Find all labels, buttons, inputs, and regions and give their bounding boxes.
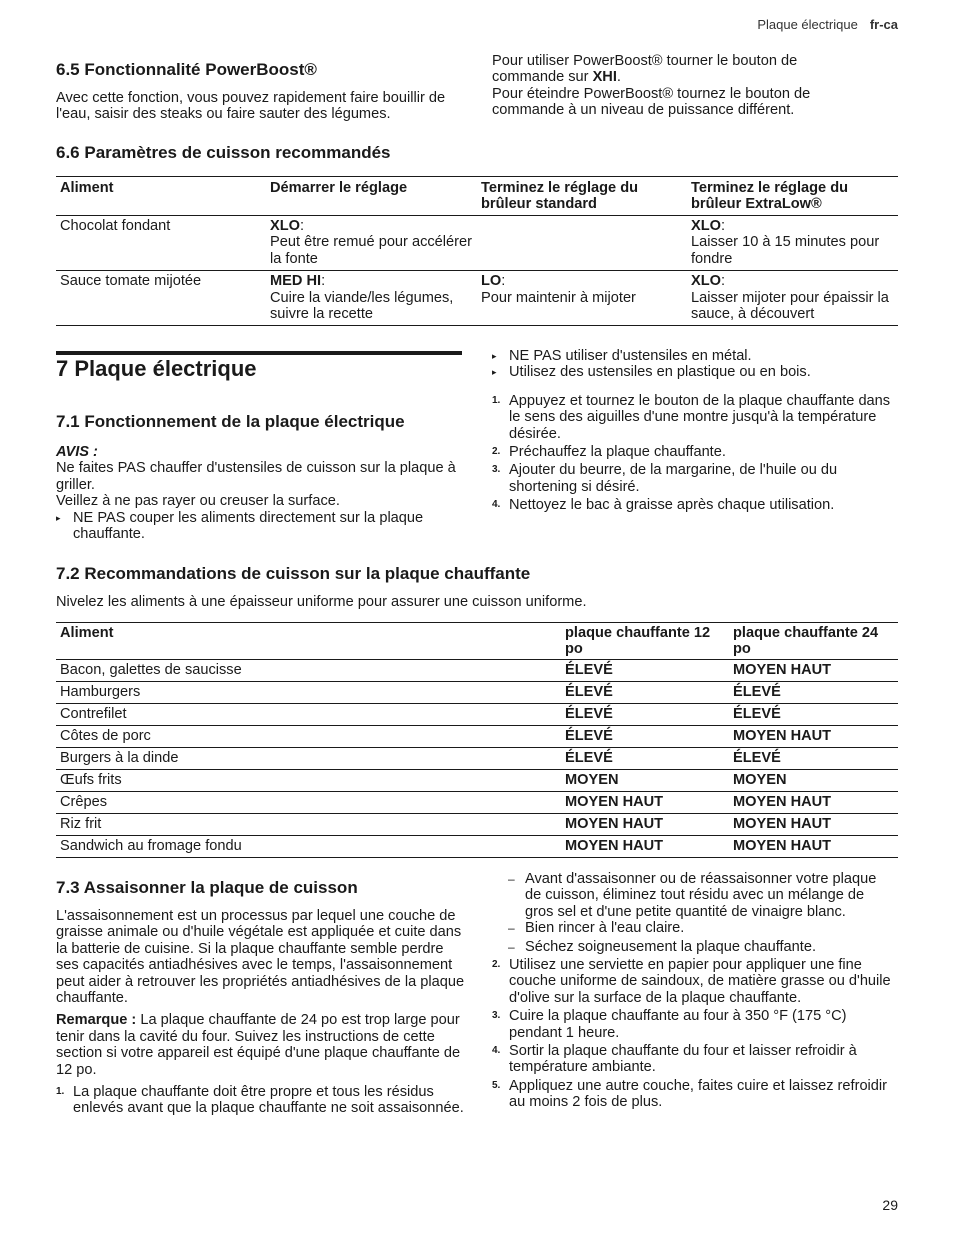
powerboost-body: Avec cette fonction, vous pouvez rapidement faire bouillir de l'eau, saisir des steaks ou faire sauter des légumes. <box>56 90 446 123</box>
dash-item: – Séchez soigneusement la plaque chauffante. <box>492 939 892 955</box>
food-cell: Contrefilet <box>56 704 561 726</box>
food-cell: Riz frit <box>56 814 561 836</box>
table-row <box>56 814 898 836</box>
remark <box>56 1012 466 1078</box>
food-cell: Hamburgers <box>56 682 561 704</box>
step-text: La plaque chauffante doit être propre et tous les résidus enlevés avant que la plaque chauffante ne soit assaisonnée. <box>73 1084 464 1117</box>
setting-12po-cell: ÉLEVÉ <box>561 682 729 704</box>
col-header: Aliment <box>56 177 266 216</box>
setting-24po-cell: MOYEN <box>729 770 898 792</box>
section-7-1-title: 7.1 Fonctionnement de la plaque électrique <box>56 412 405 431</box>
food-cell: Œufs frits <box>56 770 561 792</box>
food-cell: Bacon, galettes de saucisse <box>56 660 561 682</box>
header-lang: fr-ca <box>869 17 898 32</box>
remark-label: Remarque : <box>56 1012 137 1029</box>
setting-24po-cell: MOYEN HAUT <box>729 836 898 858</box>
setting-12po-cell: ÉLEVÉ <box>561 660 729 682</box>
cooking-settings-table <box>56 176 898 326</box>
notice-block <box>56 444 456 542</box>
section-7-3-title: 7.3 Assaisonner la plaque de cuisson <box>56 878 358 897</box>
powerboost-use <box>492 53 852 86</box>
setting-note: Laisser 10 à 15 minutes pour fondre <box>691 234 880 267</box>
step-text: Appliquez une autre couche, faites cuire et laissez refroidir au moins 2 fois de plus. <box>509 1077 888 1111</box>
setting-value: XLO <box>270 218 300 234</box>
step-item <box>492 444 892 460</box>
food-cell: Crêpes <box>56 792 561 814</box>
bullet-item: ▸ NE PAS couper les aliments directement sur la plaque chauffante. <box>56 510 456 543</box>
notice-label: AVIS : <box>56 444 98 460</box>
table-row <box>56 748 898 770</box>
col-header: Terminez le réglage du brûleur standard <box>477 177 687 216</box>
setting-note: Laisser mijoter pour épaissir la sauce, à découvert <box>691 289 889 323</box>
bullet-item: ▸ NE PAS utiliser d'ustensiles en métal. <box>492 348 892 364</box>
table-row <box>56 704 898 726</box>
setting-12po-cell: MOYEN HAUT <box>561 792 729 814</box>
seasoning-right <box>492 871 892 1111</box>
table-row <box>56 660 898 682</box>
setting-24po-cell: MOYEN HAUT <box>729 726 898 748</box>
setting-24po-cell: ÉLEVÉ <box>729 748 898 770</box>
step-item <box>492 497 892 513</box>
setting-24po-cell: ÉLEVÉ <box>729 682 898 704</box>
step-number: 4. <box>492 1045 501 1057</box>
griddle-table <box>56 622 898 858</box>
griddle-table-body <box>56 660 898 858</box>
step-item <box>492 1043 892 1076</box>
step-item <box>492 462 892 495</box>
setting-value: XLO <box>691 273 721 290</box>
setting-24po-cell: MOYEN HAUT <box>729 660 898 682</box>
section-6-5-title: 6.5 Fonctionnalité PowerBoost® <box>56 60 317 79</box>
step-item <box>56 1084 466 1117</box>
step-text: Nettoyez le bac à graisse après chaque utilisation. <box>509 497 835 514</box>
step-text: Utilisez une serviette en papier pour appliquer une fine couche uniforme de saindoux, de matière grasse ou d'huile d'olive sur la surface de la plaque chauffante. <box>509 957 891 1006</box>
setting-note: Pour maintenir à mijoter <box>481 289 636 306</box>
running-header <box>757 17 898 33</box>
table-header-row <box>56 177 898 216</box>
setting-note: Peut être remué pour accélérer la fonte <box>270 234 472 267</box>
remark-text: La plaque chauffante de 24 po est trop large pour tenir dans la cavité du four. Suivez les instructions de cette section si votre appareil est équipé d'une plaque chauffante de 12 po. <box>56 1012 461 1078</box>
table-row <box>56 836 898 858</box>
section-6-6-title: 6.6 Paramètres de cuisson recommandés <box>56 143 391 162</box>
step-number: 3. <box>492 1010 501 1022</box>
chapter-7-title: 7 Plaque électrique <box>56 356 257 381</box>
food-cell: Côtes de porc <box>56 726 561 748</box>
std-cell: LO: Pour maintenir à mijoter <box>477 271 687 326</box>
step-text: Préchauffez la plaque chauffante. <box>509 444 726 461</box>
chapter-rule <box>56 351 462 355</box>
setting-12po-cell: MOYEN <box>561 770 729 792</box>
table-row <box>56 726 898 748</box>
col-header: Aliment <box>56 623 561 660</box>
col-header: plaque chauffante 24 po <box>729 623 898 660</box>
step-item <box>492 1008 892 1041</box>
step-item <box>492 1078 892 1111</box>
table-row <box>56 770 898 792</box>
table-row <box>56 271 898 326</box>
table-row <box>56 792 898 814</box>
xlo-cell: XLO: Laisser 10 à 15 minutes pour fondre <box>687 216 898 271</box>
step-number: 5. <box>492 1079 501 1091</box>
dash-item: – Avant d'assaisonner ou de réassaisonner votre plaque de cuisson, éliminez tout résidu avec un mélange de gros sel et d'une petite quantité de vinaigre blanc. <box>492 871 892 920</box>
col-header: Terminez le réglage du brûleur ExtraLow® <box>687 177 898 216</box>
step-text: Ajouter du beurre, de la margarine, de l'huile ou du shortening si désiré. <box>509 462 838 495</box>
step-number: 2. <box>492 446 501 458</box>
seasoning-left <box>56 908 466 1117</box>
griddle-intro: Nivelez les aliments à une épaisseur uniforme pour assurer une cuisson uniforme. <box>56 594 587 610</box>
step-item <box>492 393 892 442</box>
bullet-item: ▸ Utilisez des ustensiles en plastique ou en bois. <box>492 364 892 380</box>
dash-item: – Bien rincer à l'eau claire. <box>492 920 892 936</box>
step-number: 3. <box>492 464 501 476</box>
setting-12po-cell: ÉLEVÉ <box>561 748 729 770</box>
griddle-instructions <box>492 348 892 514</box>
food-cell: Sandwich au fromage fondu <box>56 836 561 858</box>
notice-line: Ne faites PAS chauffer d'ustensiles de cuisson sur la plaque à griller. <box>56 460 456 493</box>
setting-note: Cuire la viande/les légumes, suivre la recette <box>270 289 454 323</box>
step-text: Cuire la plaque chauffante au four à 350 °F (175 °C) pendant 1 heure. <box>509 1008 847 1041</box>
powerboost-instructions <box>492 53 852 119</box>
powerboost-use-end: . <box>616 69 621 86</box>
food-cell: Burgers à la dinde <box>56 748 561 770</box>
setting-12po-cell: MOYEN HAUT <box>561 814 729 836</box>
step-item <box>492 957 892 1006</box>
start-cell: XLO: Peut être remué pour accélérer la fonte <box>266 216 477 271</box>
food-cell: Chocolat fondant <box>56 216 266 271</box>
setting-24po-cell: MOYEN HAUT <box>729 792 898 814</box>
powerboost-off: Pour éteindre PowerBoost® tournez le bouton de commande à un niveau de puissance différent. <box>492 85 811 119</box>
setting-24po-cell: MOYEN HAUT <box>729 814 898 836</box>
setting-24po-cell: ÉLEVÉ <box>729 704 898 726</box>
setting-12po-cell: ÉLEVÉ <box>561 726 729 748</box>
setting-value: MED HI <box>270 273 322 290</box>
header-title: Plaque électrique <box>757 17 858 32</box>
setting-value: XLO <box>691 218 721 234</box>
step-number: 2. <box>492 959 501 971</box>
table-header-row <box>56 623 898 660</box>
section-7-2-title: 7.2 Recommandations de cuisson sur la plaque chauffante <box>56 564 531 583</box>
notice-line: Veillez à ne pas rayer ou creuser la surface. <box>56 493 340 510</box>
step-text: Appuyez et tournez le bouton de la plaque chauffante dans le sens des aiguilles d'une montre jusqu'à la température désirée. <box>509 392 891 442</box>
food-cell: Sauce tomate mijotée <box>56 271 266 326</box>
col-header: Démarrer le réglage <box>266 177 477 216</box>
step-text: Sortir la plaque chauffante du four et laisser refroidir à température ambiante. <box>509 1043 857 1076</box>
powerboost-use-setting: XHI <box>592 69 617 86</box>
col-header: plaque chauffante 12 po <box>561 623 729 660</box>
step-number: 1. <box>492 394 501 406</box>
step-number: 1. <box>56 1086 65 1098</box>
page-number: 29 <box>882 1197 898 1213</box>
table-row <box>56 682 898 704</box>
setting-12po-cell: MOYEN HAUT <box>561 836 729 858</box>
table-row <box>56 216 898 271</box>
setting-value: LO <box>481 273 502 290</box>
setting-12po-cell: ÉLEVÉ <box>561 704 729 726</box>
std-cell <box>477 216 687 271</box>
start-cell: MED HI: Cuire la viande/les légumes, suivre la recette <box>266 271 477 326</box>
seasoning-intro: L'assaisonnement est un processus par lequel une couche de graisse animale ou d'huile végétale est appliquée et cuite dans la batterie de cuisine. Si la plaque chauffante semble perdre ses capacités antiadhésives avec le temps, l'assaisonnement peut aider à retrouver les propriétés antiadhésives de la plaque chauffante. <box>56 908 465 1007</box>
step-number: 4. <box>492 499 501 511</box>
powerboost-use-text: Pour utiliser PowerBoost® tourner le bouton de commande sur <box>492 53 798 86</box>
xlo-cell: XLO: Laisser mijoter pour épaissir la sauce, à découvert <box>687 271 898 326</box>
